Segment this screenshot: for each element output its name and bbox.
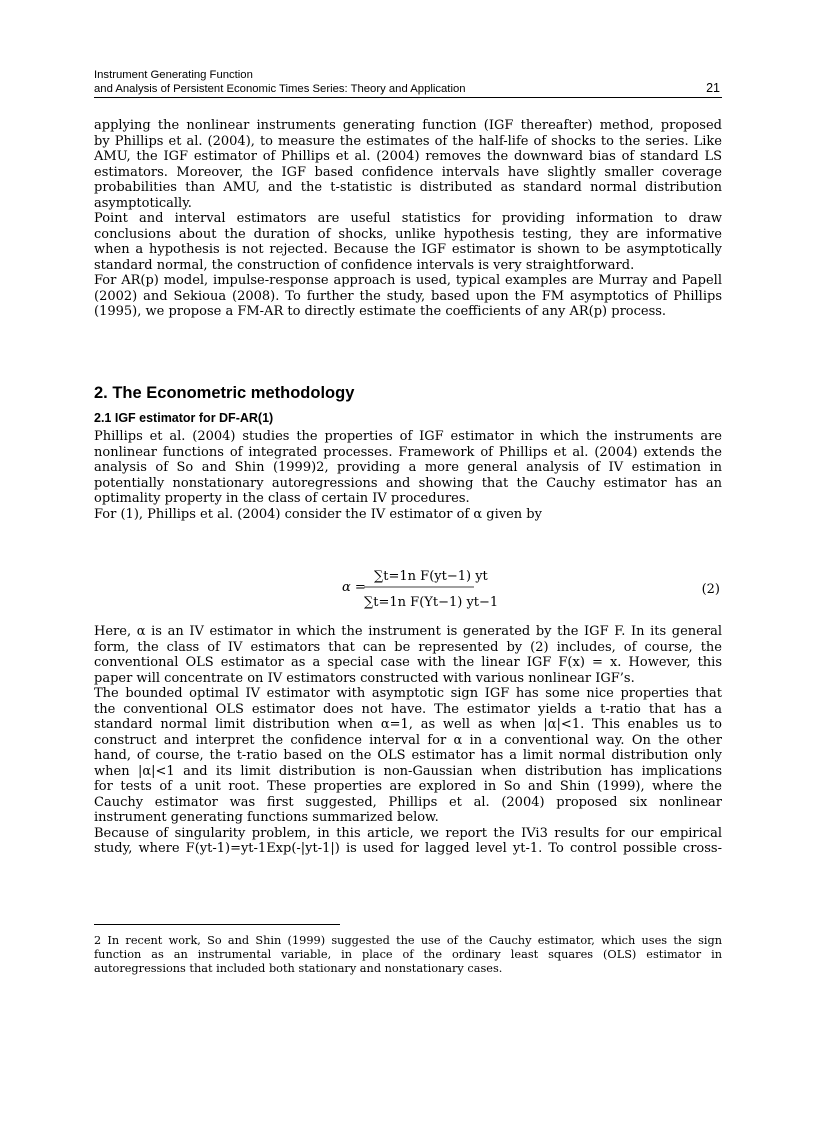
equation-2 (94, 560, 722, 620)
equation-numerator: ∑t=1n F(yt−1) yt (374, 569, 488, 584)
intro-text (94, 118, 722, 320)
text-line: AMU, the IGF estimator of Phillips et al. (2004) removes the downward bias of standard LS (94, 149, 722, 164)
footnote (94, 934, 722, 977)
text-line: (1995), we propose a FM-AR to directly estimate the coefficients of any AR(p) process. (94, 304, 667, 319)
text-line: estimators. Moreover, the IGF based confidence intervals have slightly smaller coverage (94, 164, 722, 180)
paragraph (94, 273, 722, 320)
text-line: standard normal limit distribution when α=1, as well as when |α|<1. This enables us to (94, 717, 722, 732)
equation-graphic (94, 560, 722, 620)
footnote-rule (94, 924, 340, 925)
text-line: study, where F(yt-1)=yt-1Exp(-|yt-1|) is used for lagged level yt-1. To control possible cross- (94, 841, 722, 856)
subsection-text (94, 429, 722, 522)
equation-denominator: ∑t=1n F(Yt−1) yt−1 (364, 595, 499, 610)
text-line: probabilities than AMU, and the t-statistic is distributed as standard normal distribution (94, 180, 722, 195)
paragraph (94, 429, 722, 507)
footnote-line: autoregressions that included both stationary and nonstationary cases. (94, 962, 503, 976)
text-line: form, the class of IV estimators that can be represented by (2) includes, of course, the (94, 639, 722, 655)
subsection-heading: 2.1 IGF estimator for DF-AR(1) (94, 411, 274, 425)
running-header (94, 69, 722, 98)
text-line: optimality property in the class of certain IV procedures. (94, 491, 470, 506)
text-line: when |α|<1 and its limit distribution is non-Gaussian when distribution has implications (94, 763, 722, 779)
paragraph (94, 686, 722, 826)
text-line: conventional OLS estimator as a special case with the linear IGF F(x) = x. However, this (94, 655, 722, 670)
header-line-2: and Analysis of Persistent Economic Times Series: Theory and Application (94, 82, 466, 95)
text-line: For (1), Phillips et al. (2004) consider the IV estimator of α given by (94, 506, 542, 522)
equation-lhs: α = (342, 580, 366, 595)
text-line: Point and interval estimators are useful statistics for providing information to draw (94, 211, 722, 226)
text-line: paper will concentrate on IV estimators constructed with various nonlinear IGF’s. (94, 670, 635, 686)
text-line: analysis of So and Shin (1999)2, providing a more general analysis of IV estimation in (94, 460, 722, 475)
text-line: Because of singularity problem, in this article, we report the IVi3 results for our empirical (94, 825, 722, 841)
footnote-line: 2 In recent work, So and Shin (1999) suggested the use of the Cauchy estimator, which uses the sign (94, 934, 722, 947)
header-line-1: Instrument Generating Function (94, 69, 253, 81)
text-line: For AR(p) model, impulse-response approach is used, typical examples are Murray and Papell (94, 273, 722, 288)
text-line: nonlinear functions of integrated processes. Framework of Phillips et al. (2004) extends the (94, 444, 722, 460)
footnote-line: function as an instrumental variable, in place of the ordinary least squares (OLS) estimator in (94, 948, 722, 962)
text-line: Phillips et al. (2004) studies the properties of IGF estimator in which the instruments are (94, 429, 722, 444)
text-line: The bounded optimal IV estimator with asymptotic sign IGF has some nice properties that (94, 686, 722, 701)
paragraph (94, 211, 722, 273)
text-line: applying the nonlinear instruments generating function (IGF thereafter) method, proposed (94, 118, 722, 133)
text-line: for tests of a unit root. These properties are explored in So and Shin (1999), where the (94, 779, 722, 794)
post-equation-text (94, 624, 722, 857)
page-number: 21 (706, 81, 720, 95)
text-line: construct and interpret the confidence interval for α in a conventional way. On the other (94, 732, 722, 748)
paragraph (94, 507, 722, 523)
paragraph (94, 826, 722, 857)
text-line: when a hypothesis is not rejected. Because the IGF estimator is shown to be asymptotically (94, 242, 722, 257)
equation-number: (2) (701, 582, 720, 597)
section-heading: 2. The Econometric methodology (94, 384, 355, 402)
text-line: Here, α is an IV estimator in which the instrument is generated by the IGF F. In its general (94, 624, 722, 639)
text-line: instrument generating functions summarized below. (94, 810, 439, 825)
text-line: standard normal, the construction of confidence intervals is very straightforward. (94, 257, 635, 273)
text-line: Cauchy estimator was first suggested, Phillips et al. (2004) proposed six nonlinear (94, 794, 722, 810)
paragraph (94, 118, 722, 211)
text-line: conclusions about the duration of shocks, unlike hypothesis testing, they are informative (94, 226, 722, 242)
text-line: the conventional OLS estimator does not have. The estimator yields a t-ratio that has a (94, 701, 722, 717)
text-line: hand, of course, the t-ratio based on the OLS estimator has a limit normal distribution only (94, 748, 722, 763)
text-line: (2002) and Sekioua (2008). To further the study, based upon the FM asymptotics of Phillips (94, 288, 722, 304)
text-line: asymptotically. (94, 195, 192, 211)
paragraph (94, 624, 722, 686)
text-line: by Phillips et al. (2004), to measure the estimates of the half-life of shocks to the series. Like (94, 133, 722, 149)
text-line: potentially nonstationary autoregressions and showing that the Cauchy estimator has an (94, 475, 722, 491)
